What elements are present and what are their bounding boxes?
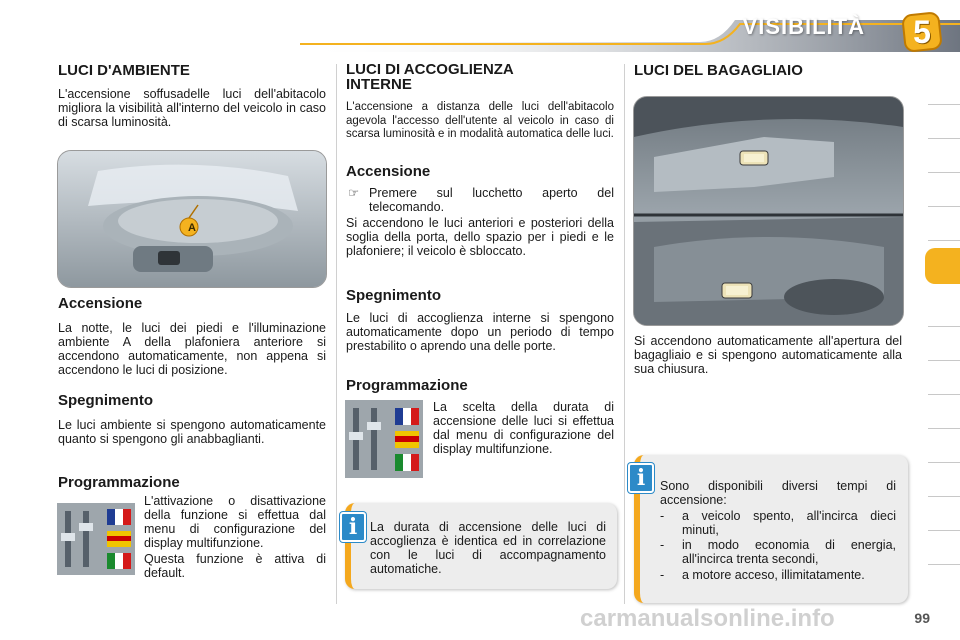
chapter-tab[interactable]: [928, 530, 960, 565]
watermark: carmanualsonline.info: [580, 605, 835, 632]
chapter-tab[interactable]: [928, 172, 960, 207]
boot-info-item: a motore acceso, illimitatamente.: [682, 568, 865, 582]
ambient-programmazione-text2: Questa funzione è attiva di default.: [144, 552, 326, 580]
boot-text: Si accendono automaticamente all'apertura del bagagliaio e si spengono automaticamente alla sua chiusura.: [634, 334, 902, 376]
chapter-tab[interactable]: [928, 496, 960, 531]
welcome-accensione-text: Si accendono le luci anteriori e posteriori della soglia della porta, dello spazio per i piedi e le plafoniere; il veicolo è sbloccato.: [346, 216, 614, 258]
section-title-welcome: LUCI DI ACCOGLIENZA INTERNE: [346, 61, 514, 93]
welcome-programmazione-text: La scelta della durata di accensione delle luci si effettua dal menu di configurazione del display multifunzione.: [433, 400, 614, 456]
ambient-programmazione-text1: L'attivazione o disattivazione della funzione si effettua dal menu di configurazione del display multifunzione.: [144, 494, 326, 550]
page-title: VISIBILITÀ: [742, 14, 865, 39]
welcome-intro: L'accensione a distanza delle luci dell'abitacolo agevola l'accesso dell'utente al veicolo in caso di scarsa luminosità e in modalità automatica delle luci.: [346, 101, 614, 140]
ambient-accensione-title: Accensione: [58, 295, 143, 312]
ambient-accensione-text: La notte, le luci dei piedi e l'illuminazione ambiente A della plafoniera anteriore si accendono automaticamente, non appena si accendono le luci di posizione.: [58, 321, 326, 377]
welcome-programmazione-title: Programmazione: [346, 377, 468, 394]
boot-interior-illustration: [634, 97, 903, 325]
list-dash: -: [660, 568, 665, 582]
ambient-programmazione-title: Programmazione: [58, 474, 180, 491]
chapter-tab[interactable]: [928, 462, 960, 497]
welcome-spegnimento-text: Le luci di accoglienza interne si spengono automaticamente dopo un periodo di tempo prestabilito o aprendo una delle porte.: [346, 311, 614, 353]
page-number: 99: [914, 610, 930, 626]
hand-pointer-icon: ☞: [348, 186, 360, 200]
list-dash: -: [660, 538, 665, 552]
boot-light-photo: [633, 96, 904, 326]
ambient-intro: L'accensione soffusadelle luci dell'abitacolo migliora la visibilità all'interno del veicolo in caso di scarsa luminosità.: [58, 87, 326, 129]
section-title-boot: LUCI DEL BAGAGLIAIO: [634, 62, 803, 79]
chapter-tab[interactable]: [928, 360, 960, 395]
column-divider: [336, 64, 337, 604]
chapter-number: 5: [913, 14, 931, 50]
section-title-ambient: LUCI D'AMBIENTE: [58, 62, 190, 79]
boot-info-item: a veicolo spento, all'incirca dieci minuti,: [682, 509, 896, 537]
welcome-bullet-text: Premere sul lucchetto aperto del telecomando.: [369, 186, 614, 214]
chapter-tab[interactable]: [928, 206, 960, 241]
boot-info-item: in modo economia di energia, all'incirca trenta secondi,: [682, 538, 896, 566]
info-icon: i: [340, 512, 366, 542]
chapter-tab[interactable]: [928, 428, 960, 463]
marker-a: A: [188, 222, 196, 234]
info-icon: i: [628, 463, 654, 493]
chapter-tab-active[interactable]: [925, 248, 960, 284]
boot-info-intro: Sono disponibili diversi tempi di accensione:: [660, 479, 896, 507]
welcome-accensione-title: Accensione: [346, 163, 431, 180]
display-config-icon: [345, 400, 423, 478]
chapter-tab[interactable]: [928, 138, 960, 173]
ambient-spegnimento-text: Le luci ambiente si spengono automaticamente quanto si spengono gli anabbaglianti.: [58, 418, 326, 446]
welcome-info-text: La durata di accensione delle luci di accoglienza è identica ed in correlazione con le luci di accompagnamento automatiche.: [370, 520, 606, 576]
column-divider: [624, 64, 625, 604]
list-dash: -: [660, 509, 665, 523]
chapter-tab[interactable]: [928, 394, 960, 429]
display-config-icon: [57, 503, 135, 575]
welcome-spegnimento-title: Spegnimento: [346, 287, 442, 304]
chapter-tab[interactable]: [928, 292, 960, 327]
chapter-tab[interactable]: [928, 104, 960, 139]
chapter-tab[interactable]: [928, 326, 960, 361]
chapter-tab[interactable]: [928, 70, 960, 105]
ambient-spegnimento-title: Spegnimento: [58, 392, 154, 409]
